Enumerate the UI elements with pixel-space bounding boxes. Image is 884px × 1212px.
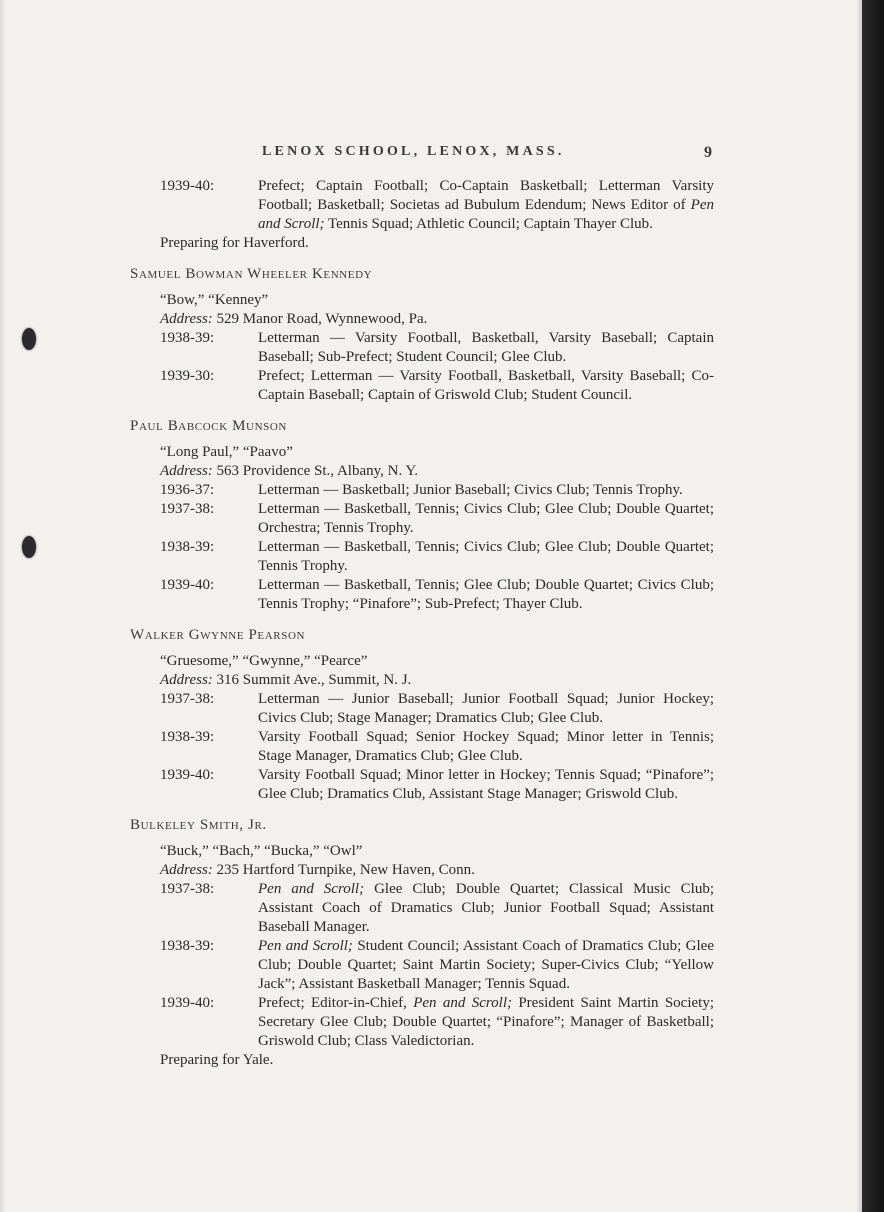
address-label: Address: [160, 672, 213, 688]
activity-entry [160, 880, 714, 937]
address-line [160, 462, 714, 481]
binding-hole-bottom [22, 536, 36, 558]
binding-hole-top [22, 328, 36, 350]
entry-text-post: Glee Club; Double Quartet; Classical Music Club; Assistant Coach of Dramatics Club; Junior Football Squad; Assistant Baseball Manager. [258, 881, 714, 935]
page-body [130, 177, 714, 1070]
entry-text-pre: Prefect; Editor-in-Chief, [258, 995, 414, 1011]
activity-entry [160, 481, 714, 500]
address-line [160, 310, 714, 329]
entry-years: 1939-30: [160, 368, 215, 384]
activity-entry [160, 538, 714, 576]
address-line [160, 861, 714, 880]
entry-years: 1938-39: [160, 729, 215, 745]
activity-entry [160, 766, 714, 804]
publication-title: Pen and Scroll; [413, 995, 512, 1011]
activity-entry [160, 728, 714, 766]
entry-text: Letterman — Basketball, Tennis; Glee Club; Double Quartet; Civics Club; Tennis Trophy; “Pinafore”; Sub-Prefect; Thayer Club. [258, 577, 714, 612]
entry-years: 1939-40: [160, 178, 215, 194]
entry-text: Varsity Football Squad; Minor letter in Hockey; Tennis Squad; “Pinafore”; Glee Club; Dramatics Club, Assistant Stage Manager; Griswold Club. [258, 767, 714, 802]
student-name: Samuel Bowman Wheeler Kennedy [130, 266, 373, 282]
preparing-line: Preparing for Yale. [160, 1052, 274, 1068]
entry-text [258, 937, 714, 994]
entry-years: 1937-38: [160, 881, 215, 897]
entry-text-post: Tennis Squad; Athletic Council; Captain Thayer Club. [324, 216, 653, 232]
address-value: 235 Hartford Turnpike, New Haven, Conn. [212, 862, 475, 878]
page-number: 9 [704, 144, 712, 161]
address-label: Address: [160, 862, 213, 878]
activity-entry [160, 329, 714, 367]
student-name: Bulkeley Smith, Jr. [130, 817, 267, 833]
activity-entry [160, 576, 714, 614]
running-header [262, 144, 712, 164]
entry-text: Letterman — Junior Baseball; Junior Football Squad; Junior Hockey; Civics Club; Stage Manager; Dramatics Club; Glee Club. [258, 691, 714, 726]
nicknames: “Bow,” “Kenney” [160, 292, 269, 308]
page-left-edge [0, 0, 6, 1212]
nicknames: “Gruesome,” “Gwynne,” “Pearce” [160, 653, 368, 669]
entry-years: 1939-40: [160, 995, 215, 1011]
activity-entry [160, 937, 714, 994]
address-label: Address: [160, 311, 213, 327]
header-title: LENOX SCHOOL, LENOX, MASS. [262, 144, 565, 159]
activity-entry [160, 367, 714, 405]
entry-text-post: Student Council; Assistant Coach of Dramatics Club; Glee Club; Double Quartet; Saint Martin Society; Super-Civics Club; “Yellow Jack”; Assistant Basketball Manager; Tennis Squad. [258, 938, 714, 992]
entry-years: 1936-37: [160, 482, 215, 498]
entry-text: Letterman — Varsity Football, Basketball, Varsity Baseball; Captain Baseball; Sub-Prefect; Student Council; Glee Club. [258, 330, 714, 365]
address-value: 563 Providence St., Albany, N. Y. [212, 463, 419, 479]
entry-years: 1939-40: [160, 577, 215, 593]
entry-text: Letterman — Basketball; Junior Baseball; Civics Club; Tennis Trophy. [258, 482, 683, 498]
publication-title: Pen and Scroll; [258, 197, 714, 232]
entry-years: 1937-38: [160, 501, 215, 517]
activity-entry [160, 690, 714, 728]
entry-text: Letterman — Basketball, Tennis; Civics Club; Glee Club; Double Quartet; Tennis Trophy. [258, 539, 714, 574]
nicknames: “Buck,” “Bach,” “Bucka,” “Owl” [160, 843, 363, 859]
preparing-line: Preparing for Haverford. [160, 235, 309, 251]
address-label: Address: [160, 463, 213, 479]
publication-title: Pen and Scroll; [258, 938, 353, 954]
entry-text-post: President Saint Martin Society; Secretary Glee Club; Double Quartet; “Pinafore”; Manager of Basketball; Griswold Club; Class Valedictorian. [258, 995, 714, 1049]
activity-entry [160, 994, 714, 1051]
entry-text [258, 994, 714, 1051]
page-right-edge [862, 0, 884, 1212]
entry-text: Prefect; Letterman — Varsity Football, Basketball, Varsity Baseball; Co-Captain Baseball; Captain of Griswold Club; Student Council. [258, 368, 714, 403]
activity-entry [160, 500, 714, 538]
address-value: 316 Summit Ave., Summit, N. J. [212, 672, 412, 688]
entry-text [258, 880, 714, 937]
publication-title: Pen and Scroll; [258, 881, 365, 897]
entry-years: 1938-39: [160, 539, 215, 555]
nicknames: “Long Paul,” “Paavo” [160, 444, 293, 460]
entry-text: Letterman — Basketball, Tennis; Civics Club; Glee Club; Double Quartet; Orchestra; Tennis Trophy. [258, 501, 714, 536]
entry-text-pre: Prefect; Captain Football; Co-Captain Basketball; Letterman Varsity Football; Basketball; Societas ad Bubulum Edendum; News Editor of [258, 178, 714, 213]
entry-years: 1939-40: [160, 767, 215, 783]
entry-text [258, 177, 714, 234]
entry-years: 1937-38: [160, 691, 215, 707]
entry-years: 1938-39: [160, 938, 215, 954]
student-name: Walker Gwynne Pearson [130, 627, 306, 643]
student-name: Paul Babcock Munson [130, 418, 287, 434]
entry-years: 1938-39: [160, 330, 215, 346]
address-value: 529 Manor Road, Wynnewood, Pa. [212, 311, 428, 327]
entry-text: Varsity Football Squad; Senior Hockey Squad; Minor letter in Tennis; Stage Manager, Dramatics Club; Glee Club. [258, 729, 714, 764]
address-line [160, 671, 714, 690]
intro-entry [160, 177, 714, 234]
